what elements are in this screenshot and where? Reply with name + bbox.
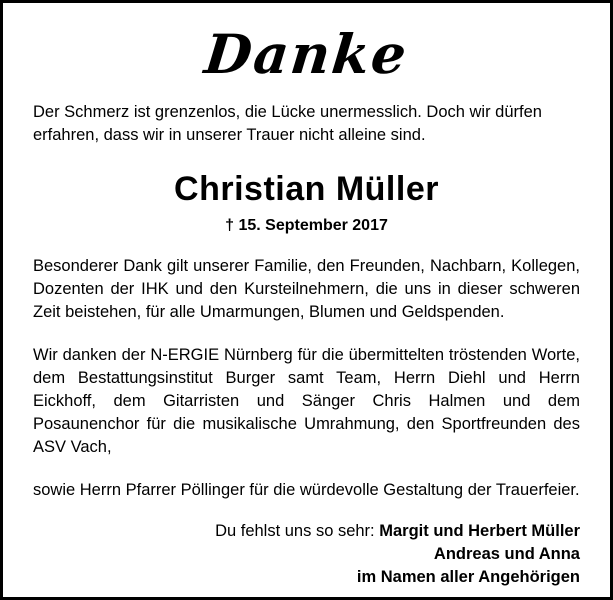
thank-you-script-heading: Danke bbox=[201, 22, 412, 86]
thanks-paragraph-3: sowie Herrn Pfarrer Pöllinger für die würdevolle Gestaltung der Trauerfeier. bbox=[33, 481, 580, 499]
closing-block bbox=[33, 520, 580, 589]
thanks-paragraph-1: Besonderer Dank gilt unserer Familie, den Freunden, Nachbarn, Kollegen, Dozenten der IHK und den Kursteilnehmern, die uns in dieser schweren Zeit beistehen, für alle Umarmungen, Blumen und Geldspenden. bbox=[33, 257, 580, 321]
intro-text: Der Schmerz ist grenzenlos, die Lücke unermesslich. Doch wir dürfen erfahren, dass wir in unserer Trauer nicht alleine sind. bbox=[33, 103, 542, 144]
thank-you-heading-container bbox=[33, 13, 580, 97]
thanks-paragraph-2: Wir danken der N-ERGIE Nürnberg für die übermittelten tröstenden Worte, dem Bestattungsinstitut Burger samt Team, Herrn Diehl und Herrn Eickhoff, dem Gitarristen und Sänger Chris Halmen und dem Posaunenchor für die musikalische Umrahmung, den Sportfreunden des ASV Vach, bbox=[33, 346, 580, 456]
deceased-name: Christian Müller bbox=[174, 170, 439, 208]
closing-lead: Du fehlst uns so sehr: bbox=[215, 522, 380, 540]
closing-family-2: Andreas und Anna bbox=[433, 545, 580, 563]
death-date: † 15. September 2017 bbox=[225, 217, 388, 234]
closing-family-1: Margit und Herbert Müller bbox=[379, 522, 580, 540]
closing-family-3: im Namen aller Angehörigen bbox=[356, 568, 580, 586]
closing-line-1 bbox=[33, 520, 580, 543]
